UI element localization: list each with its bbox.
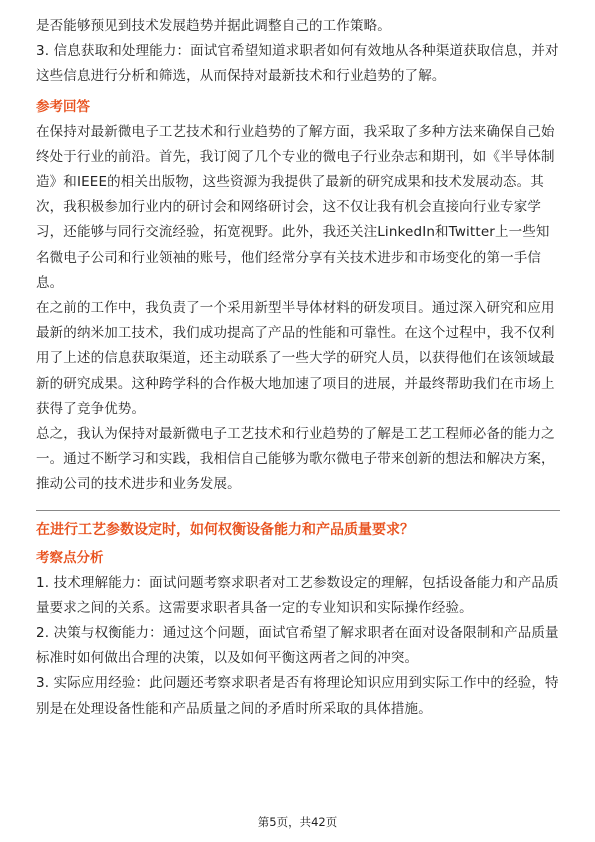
answer-paragraph-3: 总之，我认为保持对最新微电子工艺技术和行业趋势的了解是工艺工程师必备的能力之一。通过不断学习和实践，我相信自己能够为歌尔微电子带来创新的想法和解决方案，推动公司的技术进步和业务发展。 — [36, 426, 555, 493]
analysis-point-1: 1. 技术理解能力：面试问题考察求职者对工艺参数设定的理解，包括设备能力和产品质量要求之间的关系。这需要求职者具备一定的专业知识和实际操作经验。 — [36, 574, 559, 616]
page-number: 第5页，共42页 — [257, 815, 338, 829]
section-divider — [36, 510, 560, 511]
document-page — [36, 14, 560, 722]
analysis-heading: 考察点分析 — [36, 549, 104, 566]
analysis-point-3-bottom: 3. 实际应用经验：此问题还考察求职者是否有将理论知识应用到实际工作中的经验，特别是在处理设备性能和产品质量之间的矛盾时所采取的具体措施。 — [36, 675, 559, 717]
previous-point-continuation: 是否能够预见到技术发展趋势并据此调整自己的工作策略。 — [36, 18, 391, 34]
analysis-point-3: 3. 信息获取和处理能力：面试官希望知道求职者如何有效地从各种渠道获取信息，并对这些信息进行分析和筛选，从而保持对最新技术和行业趋势的了解。 — [36, 43, 559, 85]
answer-paragraph-2: 在之前的工作中，我负责了一个采用新型半导体材料的研发项目。通过深入研究和应用最新的纳米加工技术，我们成功提高了产品的性能和可靠性。在这个过程中，我不仅利用了上述的信息获取渠道，还主动联系了一些大学的研究人员，以获得他们在该领域最新的研究成果。这种跨学科的合作极大地加速了项目的进展，并最终帮助我们在市场上获得了竞争优势。 — [36, 300, 555, 417]
answer-paragraph-1: 在保持对最新微电子工艺技术和行业趋势的了解方面，我采取了多种方法来确保自己始终处于行业的前沿。首先，我订阅了几个专业的微电子行业杂志和期刊，如《半导体制造》和IEEE的相关出版物，这些资源为我提供了最新的研究成果和技术发展动态。其次，我积极参加行业内的研讨会和网络研讨会，这不仅让我有机会直接向行业专家学习，还能够与同行交流经验，拓宽视野。此外，我还关注LinkedIn和Twitter上一些知名微电子公司和行业领袖的账号，他们经常分享有关技术进步和市场变化的第一手信息。 — [36, 123, 555, 291]
reference-answer-heading: 参考回答 — [36, 98, 90, 115]
analysis-point-2: 2. 决策与权衡能力：通过这个问题，面试官希望了解求职者在面对设备限制和产品质量标准时如何做出合理的决策，以及如何平衡这两者之间的冲突。 — [36, 625, 559, 667]
question-title: 在进行工艺参数设定时，如何权衡设备能力和产品质量要求？ — [36, 521, 414, 538]
